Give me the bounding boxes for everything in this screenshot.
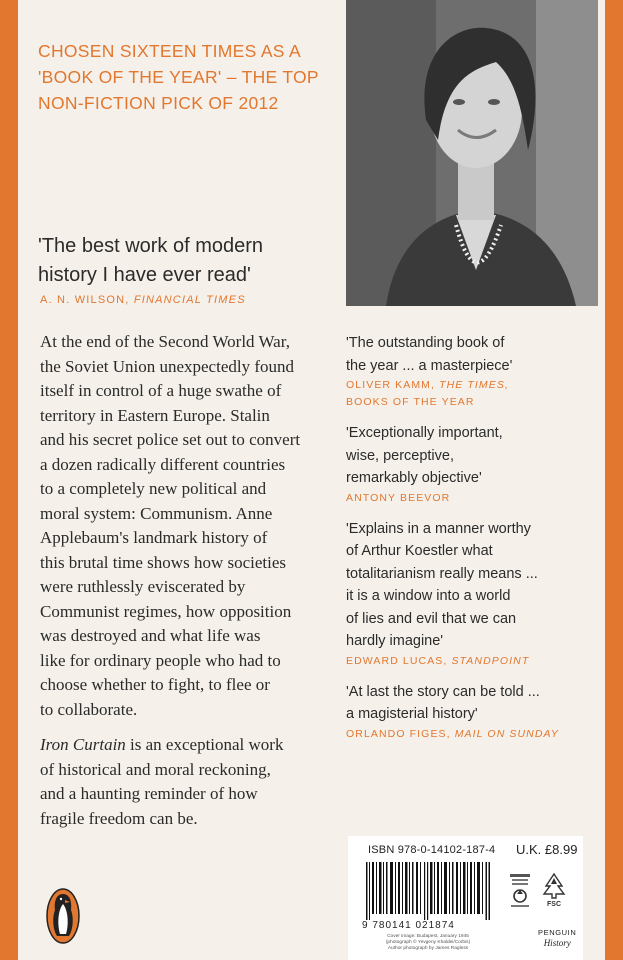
barcode-icon	[366, 862, 490, 920]
review-quote-line: of lies and evil that we can	[346, 610, 517, 627]
fsc-tree-icon	[541, 872, 567, 908]
review-quote-line: totalitarianism really means ...	[346, 565, 538, 582]
imprint	[538, 928, 576, 948]
headline-line: NON-FICTION PICK OF 2012	[38, 93, 279, 113]
book-title: Iron Curtain	[40, 735, 126, 754]
penguin-logo-icon	[46, 888, 80, 944]
blurb-line: Applebaum's landmark history of	[40, 528, 268, 547]
main-quote-line: history I have ever read'	[38, 264, 251, 286]
credit-line: Cover image: Budapest, January 1945	[387, 934, 469, 939]
review-quote-line: a magisterial history'	[346, 706, 478, 722]
attribution-source: FINANCIAL TIMES	[133, 294, 246, 306]
imprint-name: PENGUIN	[538, 928, 577, 937]
blurb-line: moral system: Communism. Anne	[40, 503, 273, 523]
blurb-line: to collaborate.	[40, 699, 138, 719]
imprint-series: History	[543, 938, 571, 948]
blurb-line: like for ordinary people who had to	[40, 650, 281, 670]
credit-line: (photograph © Yevgeny Khaldei/Corbis)	[385, 940, 471, 945]
reviewer: EDWARD LUCAS,	[346, 654, 452, 667]
blurb-line: fragile freedom can be.	[40, 808, 198, 828]
blurb-line: a dozen radically different countries	[40, 454, 286, 474]
review-attribution	[346, 490, 604, 507]
blurb-line	[40, 733, 340, 758]
main-quote	[38, 232, 338, 290]
review-quote-line: of Arthur Koestler what	[346, 543, 493, 559]
review-quote-line: 'At last the story can be told ...	[346, 683, 540, 700]
price-label: U.K. £8.99	[516, 842, 578, 857]
headline	[38, 38, 348, 116]
review-attribution	[346, 726, 604, 743]
review-quote-line: wise, perceptive,	[346, 447, 454, 464]
barcode-panel	[348, 836, 583, 960]
review-source: BOOKS OF THE YEAR	[346, 396, 475, 408]
review-attribution	[346, 377, 604, 394]
review-attribution	[346, 653, 604, 670]
review-list	[346, 332, 604, 754]
review-quote-line: it is a window into a world	[346, 588, 511, 604]
blurb-line-rest: is an exceptional work	[125, 735, 284, 754]
blurb-line: territory in Eastern Europe. Stalin	[40, 405, 270, 425]
review-quote-line: 'Explains in a manner worthy	[346, 520, 531, 537]
isbn-label: ISBN 978-0-14102-187-4	[368, 844, 496, 856]
cover-credits	[362, 934, 494, 952]
headline-line: 'BOOK OF THE YEAR' – THE TOP	[38, 67, 319, 87]
blurb-line: Communist regimes, how opposition	[40, 601, 292, 621]
svg-text:FSC: FSC	[547, 901, 561, 908]
blurb-line: of historical and moral reckoning,	[40, 759, 271, 779]
review	[346, 332, 604, 411]
review-quote-line: the year ... a masterpiece'	[346, 357, 513, 374]
blurb-line: and a haunting reminder of how	[40, 784, 258, 803]
blurb-line: was destroyed and what life was	[40, 626, 261, 645]
main-quote-line: 'The best work of modern	[38, 235, 264, 257]
author-photo	[346, 0, 598, 306]
review	[346, 518, 604, 670]
blurb-line: to a completely new political and	[40, 479, 267, 498]
blurb-line: choose whether to fight, to flee or	[40, 675, 270, 694]
review-quote-line: remarkably objective'	[346, 470, 482, 486]
reviewer: ORLANDO FIGES,	[346, 727, 455, 740]
review	[346, 681, 604, 743]
review-source: MAIL ON SUNDAY	[454, 727, 559, 740]
blurb-line: itself in control of a huge swathe of	[40, 381, 282, 400]
reviewer: ANTONY BEEVOR	[346, 491, 451, 504]
review-quote-line: 'Exceptionally important,	[346, 425, 503, 441]
attribution-author: A. N. WILSON,	[40, 294, 134, 306]
review-source: STANDPOINT	[451, 654, 530, 667]
blurb-line: the Soviet Union unexpectedly found	[40, 356, 295, 376]
blurb-line: At the end of the Second World War,	[40, 332, 290, 351]
credit-line: Author photograph by James Ragless	[387, 946, 469, 951]
review-source: THE TIMES,	[439, 379, 509, 391]
blurb-line: were ruthlessly eviscerated by	[40, 577, 246, 596]
barcode-digits: 9 780141 021874	[362, 920, 455, 931]
headline-line: CHOSEN SIXTEEN TIMES AS A	[38, 41, 301, 61]
blurb-line: this brutal time shows how societies	[40, 552, 287, 572]
blurb-line: and his secret police set out to convert	[40, 430, 301, 449]
recycling-icon	[508, 874, 532, 910]
review-attribution	[346, 394, 604, 411]
reviewer: OLIVER KAMM,	[346, 379, 440, 391]
review	[346, 422, 604, 507]
back-cover	[18, 0, 605, 960]
review-quote-line: 'The outstanding book of	[346, 335, 505, 351]
blurb	[40, 330, 340, 831]
review-quote-line: hardly imagine'	[346, 633, 444, 649]
main-quote-attribution	[40, 294, 246, 306]
